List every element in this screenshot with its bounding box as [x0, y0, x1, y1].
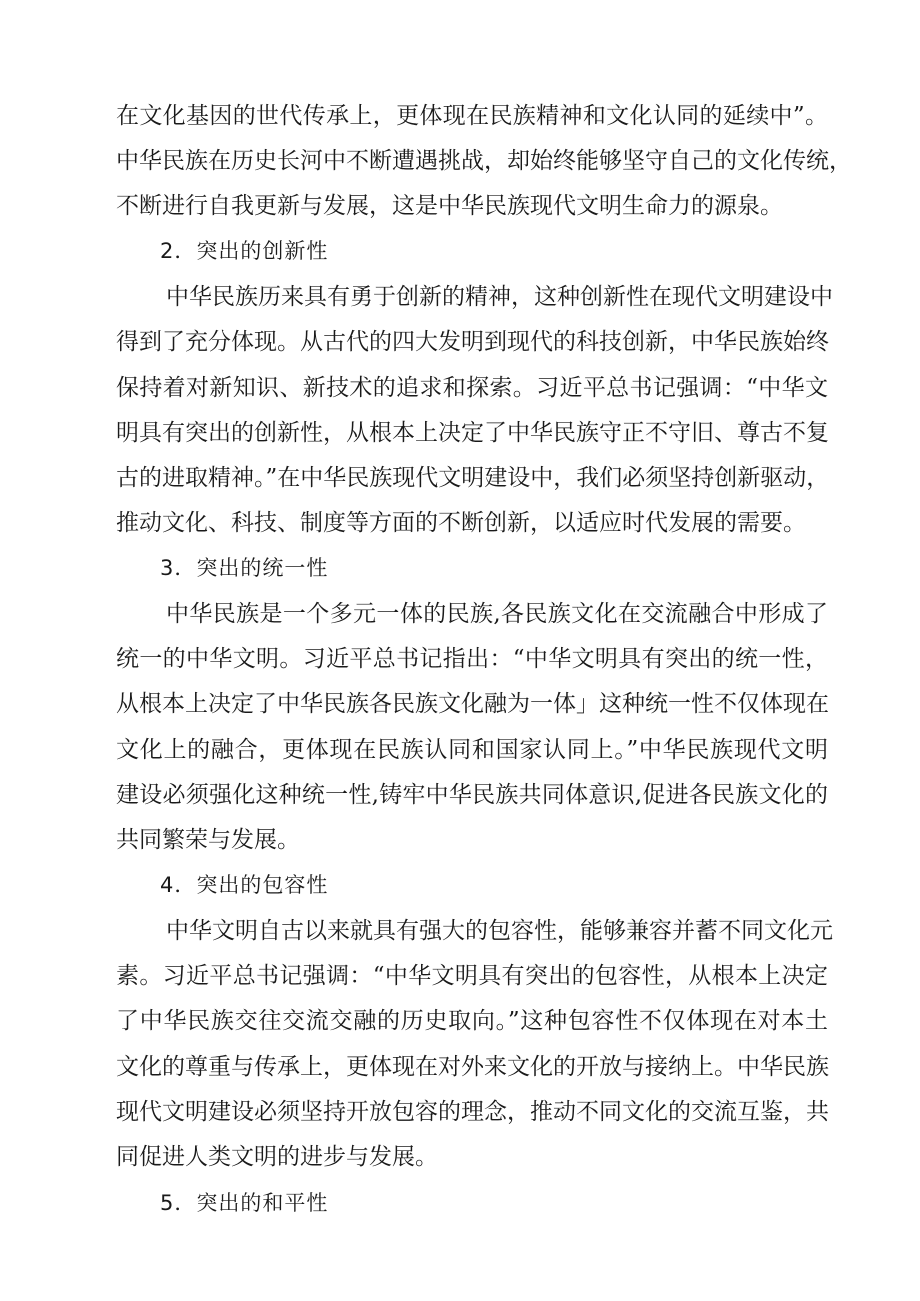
paragraph-line: 古的进取精神。”在中华民族现代文明建设中，我们必须坚持创新驱动， — [116, 465, 830, 491]
section-heading-5: 5．突出的和平性 — [160, 1191, 329, 1215]
paragraph-line: 建设必须强化这种统一性,铸牢中华民族共同体意识,促进各民族文化的 — [116, 782, 828, 808]
paragraph-line: 中华民族历来具有勇于创新的精神，这种创新性在现代文明建设中 — [166, 284, 833, 310]
section-heading-3: 3．突出的统一性 — [160, 556, 329, 580]
section-heading-4: 4．突出的包容性 — [160, 873, 329, 897]
paragraph-line: 共同繁荣与发展。 — [116, 827, 300, 853]
paragraph-line: 在文化基因的世代传承上，更体现在民族精神和文化认同的延续中”。 — [116, 103, 828, 129]
paragraph-line: 现代文明建设必须坚持开放包容的理念，推动不同文化的交流互鉴，共 — [116, 1099, 829, 1125]
paragraph-line: 同促进人类文明的进步与发展。 — [116, 1144, 438, 1170]
paragraph-line: 中华文明自古以来就具有强大的包容性，能够兼容并蓄不同文化元 — [166, 918, 833, 944]
paragraph-line: 中华民族是一个多元一体的民族,各民族文化在交流融合中形成了 — [166, 601, 828, 627]
paragraph-line: 素。习近平总书记强调：“中华文明具有突出的包容性，从根本上决定 — [116, 963, 828, 989]
paragraph-line: 推动文化、科技、制度等方面的不断创新，以适应时代发展的需要。 — [116, 510, 806, 536]
paragraph-line: 明具有突出的创新性，从根本上决定了中华民族守正不守旧、尊古不复 — [116, 420, 829, 446]
section-heading-2: 2．突出的创新性 — [160, 239, 329, 263]
paragraph-line: 得到了充分体现。从古代的四大发明到现代的科技创新，中华民族始终 — [116, 329, 829, 355]
paragraph-line: 从根本上决定了中华民族各民族文化融为一体」这种统一性不仅体现在 — [116, 691, 829, 717]
paragraph-line: 统一的中华文明。习近平总书记指出：“中华文明具有突出的统一性， — [116, 646, 828, 672]
paragraph-line: 保持着对新知识、新技术的追求和探索。习近平总书记强调：“中华文 — [116, 375, 828, 401]
paragraph-line: 文化上的融合，更体现在民族认同和国家认同上。”中华民族现代文明 — [116, 737, 828, 763]
paragraph-line: 中华民族在历史长河中不断遭遇挑战，却始终能够坚守自己的文化传统， — [116, 148, 852, 174]
paragraph-line: 了中华民族交往交流交融的历史取向。”这种包容性不仅体现在对本土 — [116, 1008, 828, 1034]
paragraph-line: 不断进行自我更新与发展，这是中华民族现代文明生命力的源泉。 — [116, 193, 783, 219]
paragraph-line: 文化的尊重与传承上，更体现在对外来文化的开放与接纳上。中华民族 — [116, 1054, 829, 1080]
